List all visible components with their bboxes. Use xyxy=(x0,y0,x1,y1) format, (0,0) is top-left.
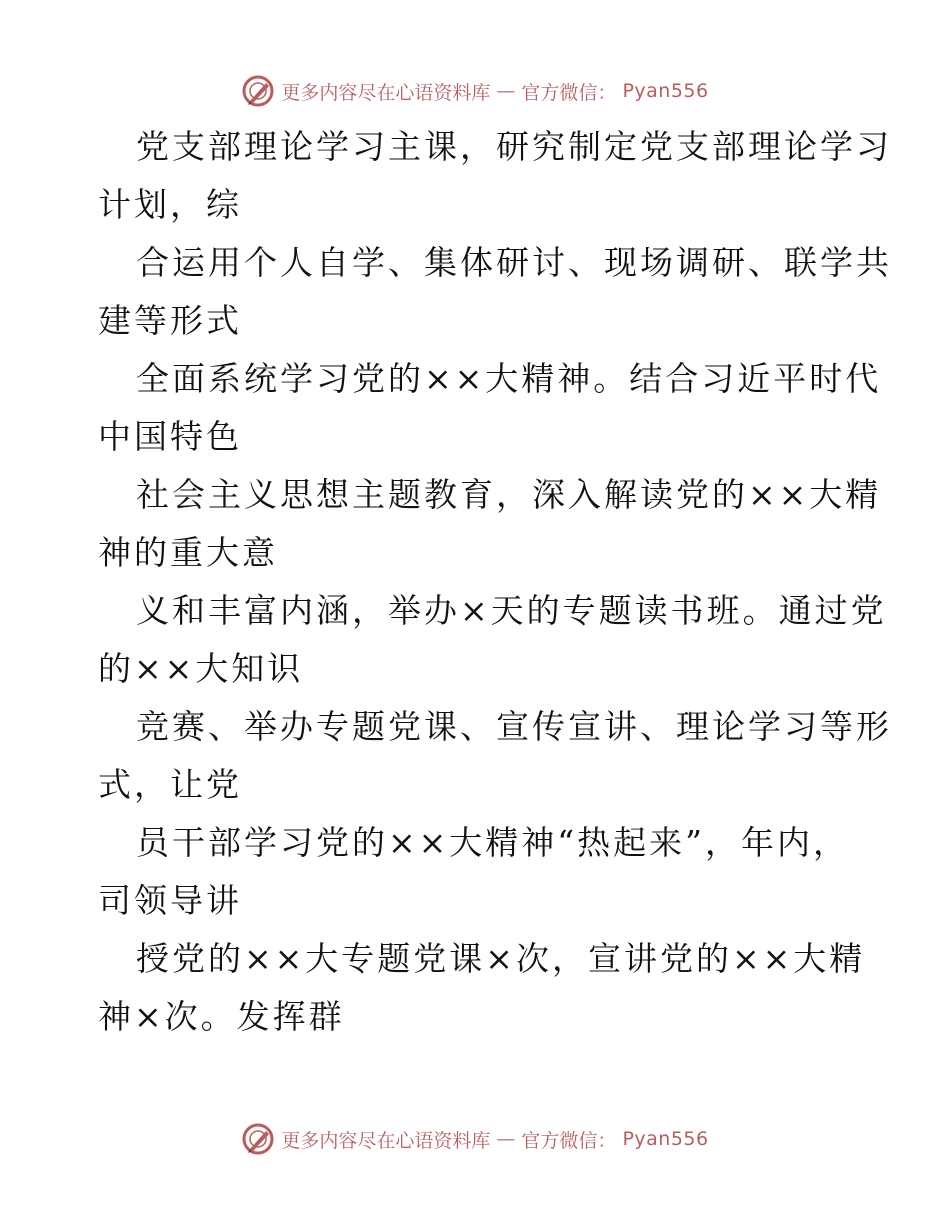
paragraph-line: 式，让党 xyxy=(98,765,242,804)
paragraph xyxy=(98,350,882,466)
footer-watermark xyxy=(0,1119,950,1159)
paragraph-line: 神×次。发挥群 xyxy=(98,997,345,1036)
paragraph xyxy=(98,814,858,930)
watermark-separator: — xyxy=(496,1128,516,1150)
watermark-wechat-label: 官方微信： xyxy=(521,81,617,104)
watermark-account: Pyan556 xyxy=(622,1128,709,1150)
paragraph-line: 竞赛、举办专题党课、宣传宣讲、理论学习等形 xyxy=(136,707,892,746)
paragraph-line: 中国特色 xyxy=(98,417,242,456)
watermark-account: Pyan556 xyxy=(622,80,709,102)
paragraph xyxy=(98,582,887,698)
paragraph xyxy=(98,698,892,814)
paragraph-line: 社会主义思想主题教育，深入解读党的××大精 xyxy=(136,475,882,514)
paragraph-line: 员干部学习党的××大精神“热起来”，年内， xyxy=(136,823,850,862)
paragraph-line: 建等形式 xyxy=(98,301,242,340)
paragraph xyxy=(98,234,892,350)
paragraph xyxy=(98,118,892,234)
paragraph-line: 全面系统学习党的××大精神。结合习近平时代 xyxy=(136,359,882,398)
watermark-main-text: 更多内容尽在心语资料库 xyxy=(281,1129,491,1152)
watermark-wechat-label: 官方微信： xyxy=(521,1129,617,1152)
pen-logo-icon xyxy=(241,1122,275,1156)
paragraph-line: 授党的××大专题党课×次，宣讲党的××大精 xyxy=(136,939,866,978)
paragraph-line: 计划，综 xyxy=(98,185,242,224)
paragraph-line: 合运用个人自学、集体研讨、现场调研、联学共 xyxy=(136,243,892,282)
paragraph-line: 神的重大意 xyxy=(98,533,278,572)
paragraph xyxy=(98,466,882,582)
watermark-separator: — xyxy=(496,80,516,102)
paragraph-line: 的××大知识 xyxy=(98,649,304,688)
header-watermark xyxy=(0,71,950,111)
paragraph-line: 义和丰富内涵，举办×天的专题读书班。通过党 xyxy=(136,591,887,630)
pen-logo-icon xyxy=(241,74,275,108)
watermark-main-text: 更多内容尽在心语资料库 xyxy=(281,81,491,104)
paragraph xyxy=(98,930,866,1046)
document-body xyxy=(98,118,892,1046)
paragraph-line: 司领导讲 xyxy=(98,881,242,920)
paragraph-line: 党支部理论学习主课，研究制定党支部理论学习 xyxy=(136,127,892,166)
